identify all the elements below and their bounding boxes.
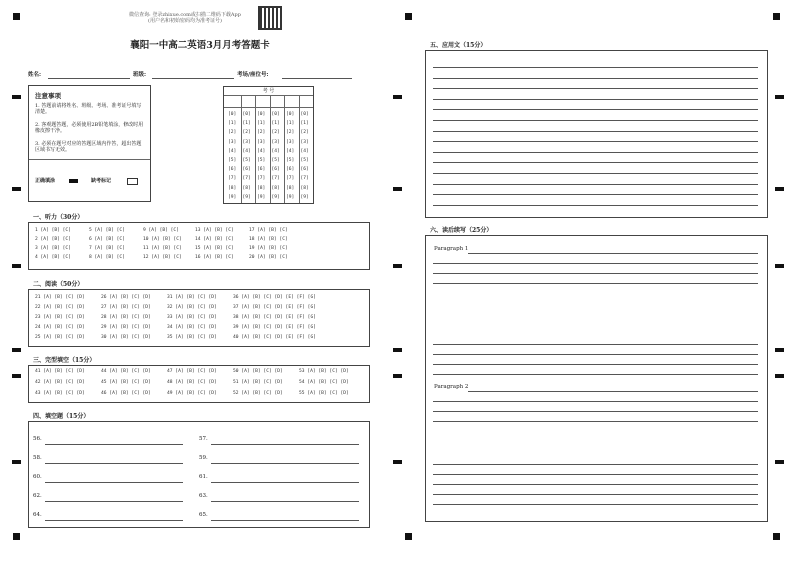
writing-line (433, 374, 758, 375)
answer-bubble-row[interactable]: 16 [A] [B] [C] (195, 255, 234, 260)
blank-number: 56. (33, 436, 42, 442)
writing-line (433, 354, 758, 355)
cloze-box (28, 365, 370, 403)
listening-box (28, 222, 370, 270)
writing-line (433, 401, 758, 402)
answer-bubble-row[interactable]: 11 [A] [B] [C] (143, 246, 182, 251)
exam-id-bubble[interactable]: [1] (300, 121, 309, 127)
answer-bubble-row[interactable]: 39 [A] [B] [C] [D] [E] [F] [G] (233, 325, 316, 330)
answer-bubble-row[interactable]: 21 [A] [B] [C] [D] (35, 295, 85, 300)
answer-bubble-row[interactable]: 9 [A] [B] [C] (143, 228, 179, 233)
writing-line (433, 152, 758, 153)
exam-id-bubble[interactable]: [2] (286, 130, 295, 136)
exam-id-bubble[interactable]: [7] (300, 176, 309, 182)
answer-blank[interactable] (211, 501, 359, 502)
exam-id-bubble[interactable]: [8] (300, 185, 309, 191)
exam-id-bubble[interactable]: [3] (300, 139, 309, 145)
exam-id-bubble[interactable]: [6] (286, 167, 295, 173)
timing-mark (12, 95, 21, 99)
writing-line (433, 141, 758, 142)
answer-bubble-row[interactable]: 27 [A] [B] [C] [D] (101, 305, 151, 310)
answer-bubble-row[interactable]: 10 [A] [B] [C] (143, 237, 182, 242)
answer-bubble-row[interactable]: 4 [A] [B] [C] (35, 255, 71, 260)
corner-mark (405, 13, 412, 20)
answer-bubble-row[interactable]: 28 [A] [B] [C] [D] (101, 315, 151, 320)
answer-bubble-row[interactable]: 20 [A] [B] [C] (249, 255, 288, 260)
answer-bubble-row[interactable]: 43 [A] [B] [C] [D] (35, 391, 85, 396)
exam-id-bubble[interactable]: [8] (228, 185, 237, 191)
blank-number: 58. (33, 455, 42, 461)
absent-label: 缺考标记 (91, 178, 112, 184)
notice-item: 2. 客观题答题，必须使用2B铅笔填涂，修改时用橡皮擦干净。 (35, 122, 144, 134)
exam-id-bubble[interactable]: [2] (257, 130, 266, 136)
writing-line (468, 391, 758, 392)
exam-id-bubble[interactable]: [7] (257, 176, 266, 182)
answer-bubble-row[interactable]: 29 [A] [B] [C] [D] (101, 325, 151, 330)
timing-mark (393, 374, 402, 378)
exam-id-bubble[interactable]: [5] (242, 158, 251, 163)
exam-id-bubble[interactable]: [8] (286, 185, 295, 191)
exam-id-bubble[interactable]: [1] (257, 121, 266, 127)
writing-line (433, 120, 758, 121)
writing-line (433, 99, 758, 100)
blank-number: 63. (199, 493, 208, 499)
exam-id-bubble[interactable]: [6] (257, 167, 266, 173)
grid-divider (255, 95, 256, 203)
exam-id-header: 考 号 (262, 88, 275, 94)
writing-line (468, 253, 758, 254)
writing-line (433, 484, 758, 485)
seat-field[interactable] (282, 78, 352, 79)
answer-bubble-row[interactable]: 55 [A] [B] [C] [D] (299, 391, 349, 396)
absent-checkbox[interactable] (127, 178, 138, 185)
answer-blank[interactable] (211, 520, 359, 521)
fill-box (28, 421, 370, 528)
answer-bubble-row[interactable]: 45 [A] [B] [C] [D] (101, 380, 151, 385)
answer-bubble-row[interactable]: 54 [A] [B] [C] [D] (299, 380, 349, 385)
answer-bubble-row[interactable]: 3 [A] [B] [C] (35, 246, 71, 251)
answer-bubble-row[interactable]: 44 [A] [B] [C] [D] (101, 369, 151, 374)
answer-blank[interactable] (211, 463, 359, 464)
exam-id-bubble[interactable]: [2] (271, 130, 280, 136)
exam-id-bubble[interactable]: [2] (300, 130, 309, 136)
page-title: 襄阳一中高二英语3月月考答题卡 (130, 40, 270, 51)
exam-id-bubble[interactable]: [0] (257, 112, 266, 117)
exam-id-bubble[interactable]: [0] (300, 112, 309, 117)
answer-bubble-row[interactable]: 34 [A] [B] [C] [D] (167, 325, 217, 330)
notice-item: 3. 必须在题号对应的答题区域内作答，超出答题区域书写无效。 (35, 141, 142, 153)
timing-mark (393, 95, 402, 99)
exam-id-bubble[interactable]: [2] (242, 130, 251, 136)
writing-line (433, 173, 758, 174)
blank-number: 59. (199, 455, 208, 461)
exam-id-bubble[interactable]: [3] (228, 139, 237, 145)
writing-line (433, 421, 758, 422)
fill-title: 四、填空题（15分） (33, 413, 90, 420)
class-field[interactable] (152, 78, 234, 79)
exam-id-bubble[interactable]: [3] (286, 139, 295, 145)
answer-bubble-row[interactable]: 33 [A] [B] [C] [D] (167, 315, 217, 320)
notice-title: 注意事项 (35, 92, 61, 100)
answer-blank[interactable] (45, 501, 183, 502)
answer-blank[interactable] (211, 482, 359, 483)
timing-mark (12, 348, 21, 352)
writing-line (433, 131, 758, 132)
correct-fill-sample (69, 179, 78, 183)
writing-line (433, 162, 758, 163)
writing-line (433, 273, 758, 274)
exam-id-bubble[interactable]: [0] (286, 112, 295, 117)
writing-line (433, 494, 758, 495)
answer-blank[interactable] (211, 444, 359, 445)
exam-id-bubble[interactable]: [5] (300, 158, 309, 163)
paragraph-2-label: Paragraph 2 (434, 384, 469, 390)
writing-line (433, 205, 758, 206)
timing-mark (775, 95, 784, 99)
answer-bubble-row[interactable]: 13 [A] [B] [C] (195, 228, 234, 233)
blank-number: 57. (199, 436, 208, 442)
exam-id-bubble[interactable]: [9] (286, 194, 295, 200)
timing-mark (393, 460, 402, 464)
writing-line (433, 474, 758, 475)
exam-id-bubble[interactable]: [3] (257, 139, 266, 145)
exam-id-bubble[interactable]: [0] (228, 112, 237, 117)
answer-bubble-row[interactable]: 7 [A] [B] [C] (89, 246, 125, 251)
answer-bubble-row[interactable]: 24 [A] [B] [C] [D] (35, 325, 85, 330)
exam-id-bubble[interactable]: [6] (300, 167, 309, 173)
exam-id-bubble[interactable]: [9] (257, 194, 266, 200)
answer-bubble-row[interactable]: 17 [A] [B] [C] (249, 228, 288, 233)
writing-line (433, 184, 758, 185)
answer-bubble-row[interactable]: 30 [A] [B] [C] [D] (101, 335, 151, 340)
answer-bubble-row[interactable]: 26 [A] [B] [C] [D] (101, 295, 151, 300)
writing-line (433, 109, 758, 110)
name-field[interactable] (48, 78, 130, 79)
exam-id-bubble[interactable]: [4] (271, 148, 280, 154)
blank-number: 62. (33, 493, 42, 499)
answer-bubble-row[interactable]: 18 [A] [B] [C] (249, 237, 288, 242)
exam-id-bubble[interactable]: [5] (271, 158, 280, 163)
answer-bubble-row[interactable]: 31 [A] [B] [C] [D] (167, 295, 217, 300)
exam-id-bubble[interactable]: [9] (228, 194, 237, 200)
qr-code (258, 6, 282, 30)
timing-mark (393, 348, 402, 352)
grid-divider (270, 95, 271, 203)
answer-bubble-row[interactable]: 15 [A] [B] [C] (195, 246, 234, 251)
writing-line (433, 504, 758, 505)
exam-id-bubble[interactable]: [6] (228, 167, 237, 173)
timing-mark (12, 264, 21, 268)
answer-bubble-row[interactable]: 25 [A] [B] [C] [D] (35, 335, 85, 340)
exam-id-bubble[interactable]: [0] (242, 112, 251, 117)
exam-id-bubble[interactable]: [6] (271, 167, 280, 173)
answer-blank[interactable] (45, 444, 183, 445)
timing-mark (393, 264, 402, 268)
exam-id-bubble[interactable]: [4] (242, 148, 251, 154)
exam-id-bubble[interactable]: [0] (271, 112, 280, 117)
notice-item: 1. 答题前请将姓名、班级、考场、准考证号填写清楚。 (35, 103, 142, 115)
exam-id-bubble[interactable]: [5] (286, 158, 295, 163)
paragraph-1-label: Paragraph 1 (434, 246, 469, 252)
exam-id-bubble[interactable]: [1] (271, 121, 280, 127)
writing-line (433, 344, 758, 345)
answer-bubble-row[interactable]: 40 [A] [B] [C] [D] [E] [F] [G] (233, 335, 316, 340)
exam-id-bubble[interactable]: [4] (228, 148, 237, 154)
corner-mark (773, 533, 780, 540)
continuation-box[interactable] (425, 235, 768, 522)
exam-id-bubble[interactable]: [1] (228, 121, 237, 127)
answer-bubble-row[interactable]: 38 [A] [B] [C] [D] [E] [F] [G] (233, 315, 316, 320)
answer-blank[interactable] (45, 520, 183, 521)
writing-title: 五、应用文（15分） (430, 42, 487, 49)
exam-id-bubble[interactable]: [1] (242, 121, 251, 127)
answer-bubble-row[interactable]: 1 [A] [B] [C] (35, 228, 71, 233)
blank-number: 60. (33, 474, 42, 480)
listening-title: 一、听力（30分） (33, 214, 84, 221)
exam-id-grid (223, 86, 314, 204)
writing-line (433, 88, 758, 89)
writing-line (433, 263, 758, 264)
writing-line (433, 283, 758, 284)
reading-title: 二、阅读（50分） (33, 281, 84, 288)
answer-bubble-row[interactable]: 53 [A] [B] [C] [D] (299, 369, 349, 374)
exam-id-bubble[interactable]: [8] (242, 185, 251, 191)
writing-line (433, 464, 758, 465)
correct-fill-label: 正确填涂 (35, 178, 56, 184)
exam-id-bubble[interactable]: [4] (257, 148, 266, 154)
exam-id-bubble[interactable]: [3] (242, 139, 251, 145)
answer-bubble-row[interactable]: 51 [A] [B] [C] [D] (233, 380, 283, 385)
writing-line (433, 364, 758, 365)
timing-mark (12, 187, 21, 191)
corner-mark (773, 13, 780, 20)
exam-id-bubble[interactable]: [7] (286, 176, 295, 182)
corner-mark (13, 533, 20, 540)
exam-id-bubble[interactable]: [5] (257, 158, 266, 163)
writing-line (433, 194, 758, 195)
answer-bubble-row[interactable]: 23 [A] [B] [C] [D] (35, 315, 85, 320)
blank-number: 64. (33, 512, 42, 518)
answer-bubble-row[interactable]: 2 [A] [B] [C] (35, 237, 71, 242)
exam-id-bubble[interactable]: [9] (271, 194, 280, 200)
answer-bubble-row[interactable]: 52 [A] [B] [C] [D] (233, 391, 283, 396)
login-note: 微信查询: 登录zhixue.com或扫描二维码下载App (129, 12, 241, 18)
exam-id-bubble[interactable]: [9] (300, 194, 309, 200)
answer-bubble-row[interactable]: 46 [A] [B] [C] [D] (101, 391, 151, 396)
timing-mark (775, 374, 784, 378)
cloze-title: 三、完型填空（15分） (33, 357, 96, 364)
answer-bubble-row[interactable]: 48 [A] [B] [C] [D] (167, 380, 217, 385)
exam-id-bubble[interactable]: [5] (228, 158, 237, 163)
answer-bubble-row[interactable]: 36 [A] [B] [C] [D] [E] [F] [G] (233, 295, 316, 300)
blank-number: 61. (199, 474, 208, 480)
timing-mark (775, 348, 784, 352)
grid-divider (241, 95, 242, 203)
timing-mark (12, 460, 21, 464)
answer-bubble-row[interactable]: 5 [A] [B] [C] (89, 228, 125, 233)
exam-id-bubble[interactable]: [8] (271, 185, 280, 191)
corner-mark (405, 533, 412, 540)
grid-divider (299, 95, 300, 203)
writing-box[interactable] (425, 50, 768, 218)
exam-id-bubble[interactable]: [6] (242, 167, 251, 173)
answer-blank[interactable] (45, 482, 183, 483)
exam-id-bubble[interactable]: [7] (242, 176, 251, 182)
answer-bubble-row[interactable]: 35 [A] [B] [C] [D] (167, 335, 217, 340)
name-label: 姓名: (28, 72, 42, 78)
writing-line (433, 67, 758, 68)
answer-blank[interactable] (45, 463, 183, 464)
exam-id-bubble[interactable]: [8] (257, 185, 266, 191)
answer-bubble-row[interactable]: 12 [A] [B] [C] (143, 255, 182, 260)
answer-bubble-row[interactable]: 14 [A] [B] [C] (195, 237, 234, 242)
exam-id-bubble[interactable]: [7] (271, 176, 280, 182)
answer-bubble-row[interactable]: 41 [A] [B] [C] [D] (35, 369, 85, 374)
exam-id-bubble[interactable]: [4] (300, 148, 309, 154)
notice-box (28, 85, 151, 202)
exam-id-bubble[interactable]: [9] (242, 194, 251, 200)
timing-mark (775, 264, 784, 268)
seat-label: 考场/座位号: (237, 72, 269, 78)
login-note-sub: (用户名和初始密码均为准考证号) (148, 18, 222, 24)
reading-box (28, 289, 370, 347)
exam-id-bubble[interactable]: [4] (286, 148, 295, 154)
answer-bubble-row[interactable]: 19 [A] [B] [C] (249, 246, 288, 251)
timing-mark (775, 187, 784, 191)
writing-line (433, 78, 758, 79)
answer-bubble-row[interactable]: 8 [A] [B] [C] (89, 255, 125, 260)
class-label: 班级: (133, 72, 147, 78)
answer-bubble-row[interactable]: 6 [A] [B] [C] (89, 237, 125, 242)
grid-divider (284, 95, 285, 203)
answer-bubble-row[interactable]: 42 [A] [B] [C] [D] (35, 380, 85, 385)
timing-mark (12, 374, 21, 378)
answer-bubble-row[interactable]: 22 [A] [B] [C] [D] (35, 305, 85, 310)
timing-mark (393, 187, 402, 191)
answer-bubble-row[interactable]: 49 [A] [B] [C] [D] (167, 391, 217, 396)
answer-bubble-row[interactable]: 50 [A] [B] [C] [D] (233, 369, 283, 374)
writing-line (433, 411, 758, 412)
corner-mark (13, 13, 20, 20)
continuation-title: 六、读后续写（25分） (430, 227, 493, 234)
exam-id-bubble[interactable]: [7] (228, 176, 237, 182)
blank-number: 65. (199, 512, 208, 518)
answer-bubble-row[interactable]: 47 [A] [B] [C] [D] (167, 369, 217, 374)
exam-id-bubble[interactable]: [1] (286, 121, 295, 127)
timing-mark (775, 460, 784, 464)
answer-bubble-row[interactable]: 37 [A] [B] [C] [D] [E] [F] [G] (233, 305, 316, 310)
exam-id-bubble[interactable]: [2] (228, 130, 237, 136)
answer-bubble-row[interactable]: 32 [A] [B] [C] [D] (167, 305, 217, 310)
exam-id-bubble[interactable]: [3] (271, 139, 280, 145)
